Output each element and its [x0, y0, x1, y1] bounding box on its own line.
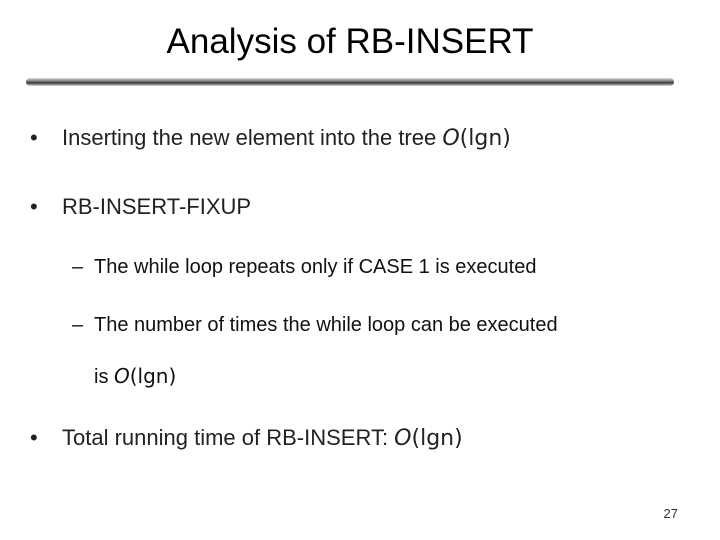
- sub-bullet-text: The while loop repeats only if CASE 1 is executed: [94, 256, 537, 278]
- complexity-expression: [394, 426, 463, 451]
- page-number: 27: [663, 506, 678, 521]
- sub-bullet-loop-count: [72, 311, 558, 339]
- sub-bullet-marker: –: [72, 314, 84, 336]
- bullet-text: Total running time of RB-INSERT:: [62, 425, 395, 450]
- bullet-fixup: [30, 192, 251, 222]
- bullet-total-running-time: [30, 423, 463, 454]
- big-o-symbol: O: [442, 126, 460, 151]
- continuation-text: is: [94, 366, 114, 388]
- slide-title: Analysis of RB-INSERT: [166, 22, 534, 61]
- complexity-expression: [114, 364, 176, 388]
- bullet-marker: •: [30, 194, 38, 219]
- sub-bullet-text: The number of times the while loop can be executed: [94, 314, 558, 336]
- big-o-symbol: O: [394, 426, 412, 451]
- complexity-argument: (lgn): [411, 426, 463, 451]
- complexity-argument: (lgn): [129, 364, 177, 388]
- complexity-expression: [442, 126, 511, 151]
- big-o-symbol: O: [114, 364, 130, 388]
- sub-bullet-loop-count-continuation: [94, 362, 176, 391]
- bullet-insert-element: [30, 123, 511, 154]
- bullet-text: RB-INSERT-FIXUP: [62, 194, 252, 219]
- sub-bullet-marker: –: [72, 256, 84, 278]
- bullet-text: Inserting the new element into the tree: [62, 125, 443, 150]
- bullet-marker: •: [30, 425, 38, 450]
- title-underline: [26, 78, 674, 86]
- complexity-argument: (lgn): [459, 126, 511, 151]
- bullet-marker: •: [30, 125, 38, 150]
- sub-bullet-while-loop-case1: [72, 253, 536, 281]
